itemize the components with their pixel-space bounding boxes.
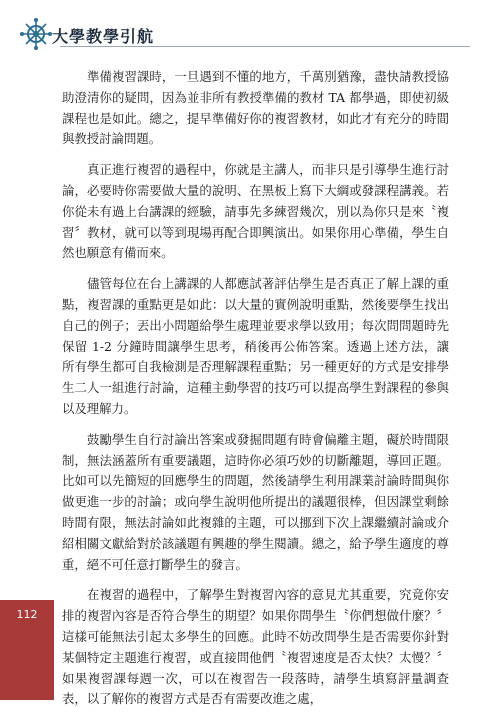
paragraph-2: 真正進行複習的過程中，你就是主講人，而非只是引導學生進行討論，必要時你需要做大量的說明、在黑板上寫下大綱或發課程講義。若你從未有過上台講課的經驗，請事先多練習幾次，別以為你只是來〝複習〞教材，就可以等到現場再配合即興演出。如果你用心準備，學生自然也願意有備而來。 [62,162,449,261]
main-text [62,67,449,720]
paragraph-5: 在複習的過程中，了解學生對複習內容的意見尤其重要，究竟你安排的複習內容是否符合學生的期望？如果你問學生〝你們想做什麼？〞這樣可能無法引起太多學生的回應。此時不妨改問學生是否需要你針對某個特定主題進行複習，或直接問他們〝複習速度是否太快？太慢？〞如果複習課每週一次，可以在複習告一段落時，請學生填寫評量調查表，以了解你的複習方式是否有需要改進之處， [62,587,449,707]
compass-helm-icon [18,16,54,52]
paragraph-4: 鼓勵學生自行討論出答案或發掘問題有時會偏離主題，礙於時間限制，無法涵蓋所有重要議題，這時你必須巧妙的切斷離題，導回正題。比如可以先簡短的回應學生的問題，然後請學生利用課業討論時間與你做更進一步的討論；或向學生說明他所提出的議題很棒，但因課堂剩餘時間有限，無法討論如此複雜的主題，可以挪到下次上課繼續討論或介紹相關文獻給對於該議題有興趣的學生閱讀。總之，給予學生適度的尊重，絕不可任意打斷學生的發言。 [62,431,449,572]
book-title: 大學教學引航 [52,27,155,46]
page-header [0,0,500,64]
page-number: 112 [16,608,38,621]
paragraph-3: 儘管每位在台上講課的人都應試著評估學生是否真正了解上課的重點，複習課的重點更是如此：以大量的實例說明重點，然後要學生找出自己的例子；丟出小問題給學生處理並要求學以致用；每次問問題時先保留 1-2 分鐘時間讓學生思考，稍後再公佈答案。透過上述方法，讓所有學生都可自我檢測是否理解課程重點；另一種更好的方式是安排學生二人一組進行討論，這種主動學習的技巧可以提高學生對課程的參與以及理解力。 [62,276,449,416]
paragraph-1: 準備複習課時，一旦遇到不懂的地方，千萬別猶豫，盡快請教授協助澄清你的疑問，因為並非所有教授準備的教材 TA 都學過，即使初級課程也是如此。總之，提早準備好你的複習教材，如此才有充分的時間與教授討論問題。 [62,69,449,147]
header-divider [60,46,470,47]
